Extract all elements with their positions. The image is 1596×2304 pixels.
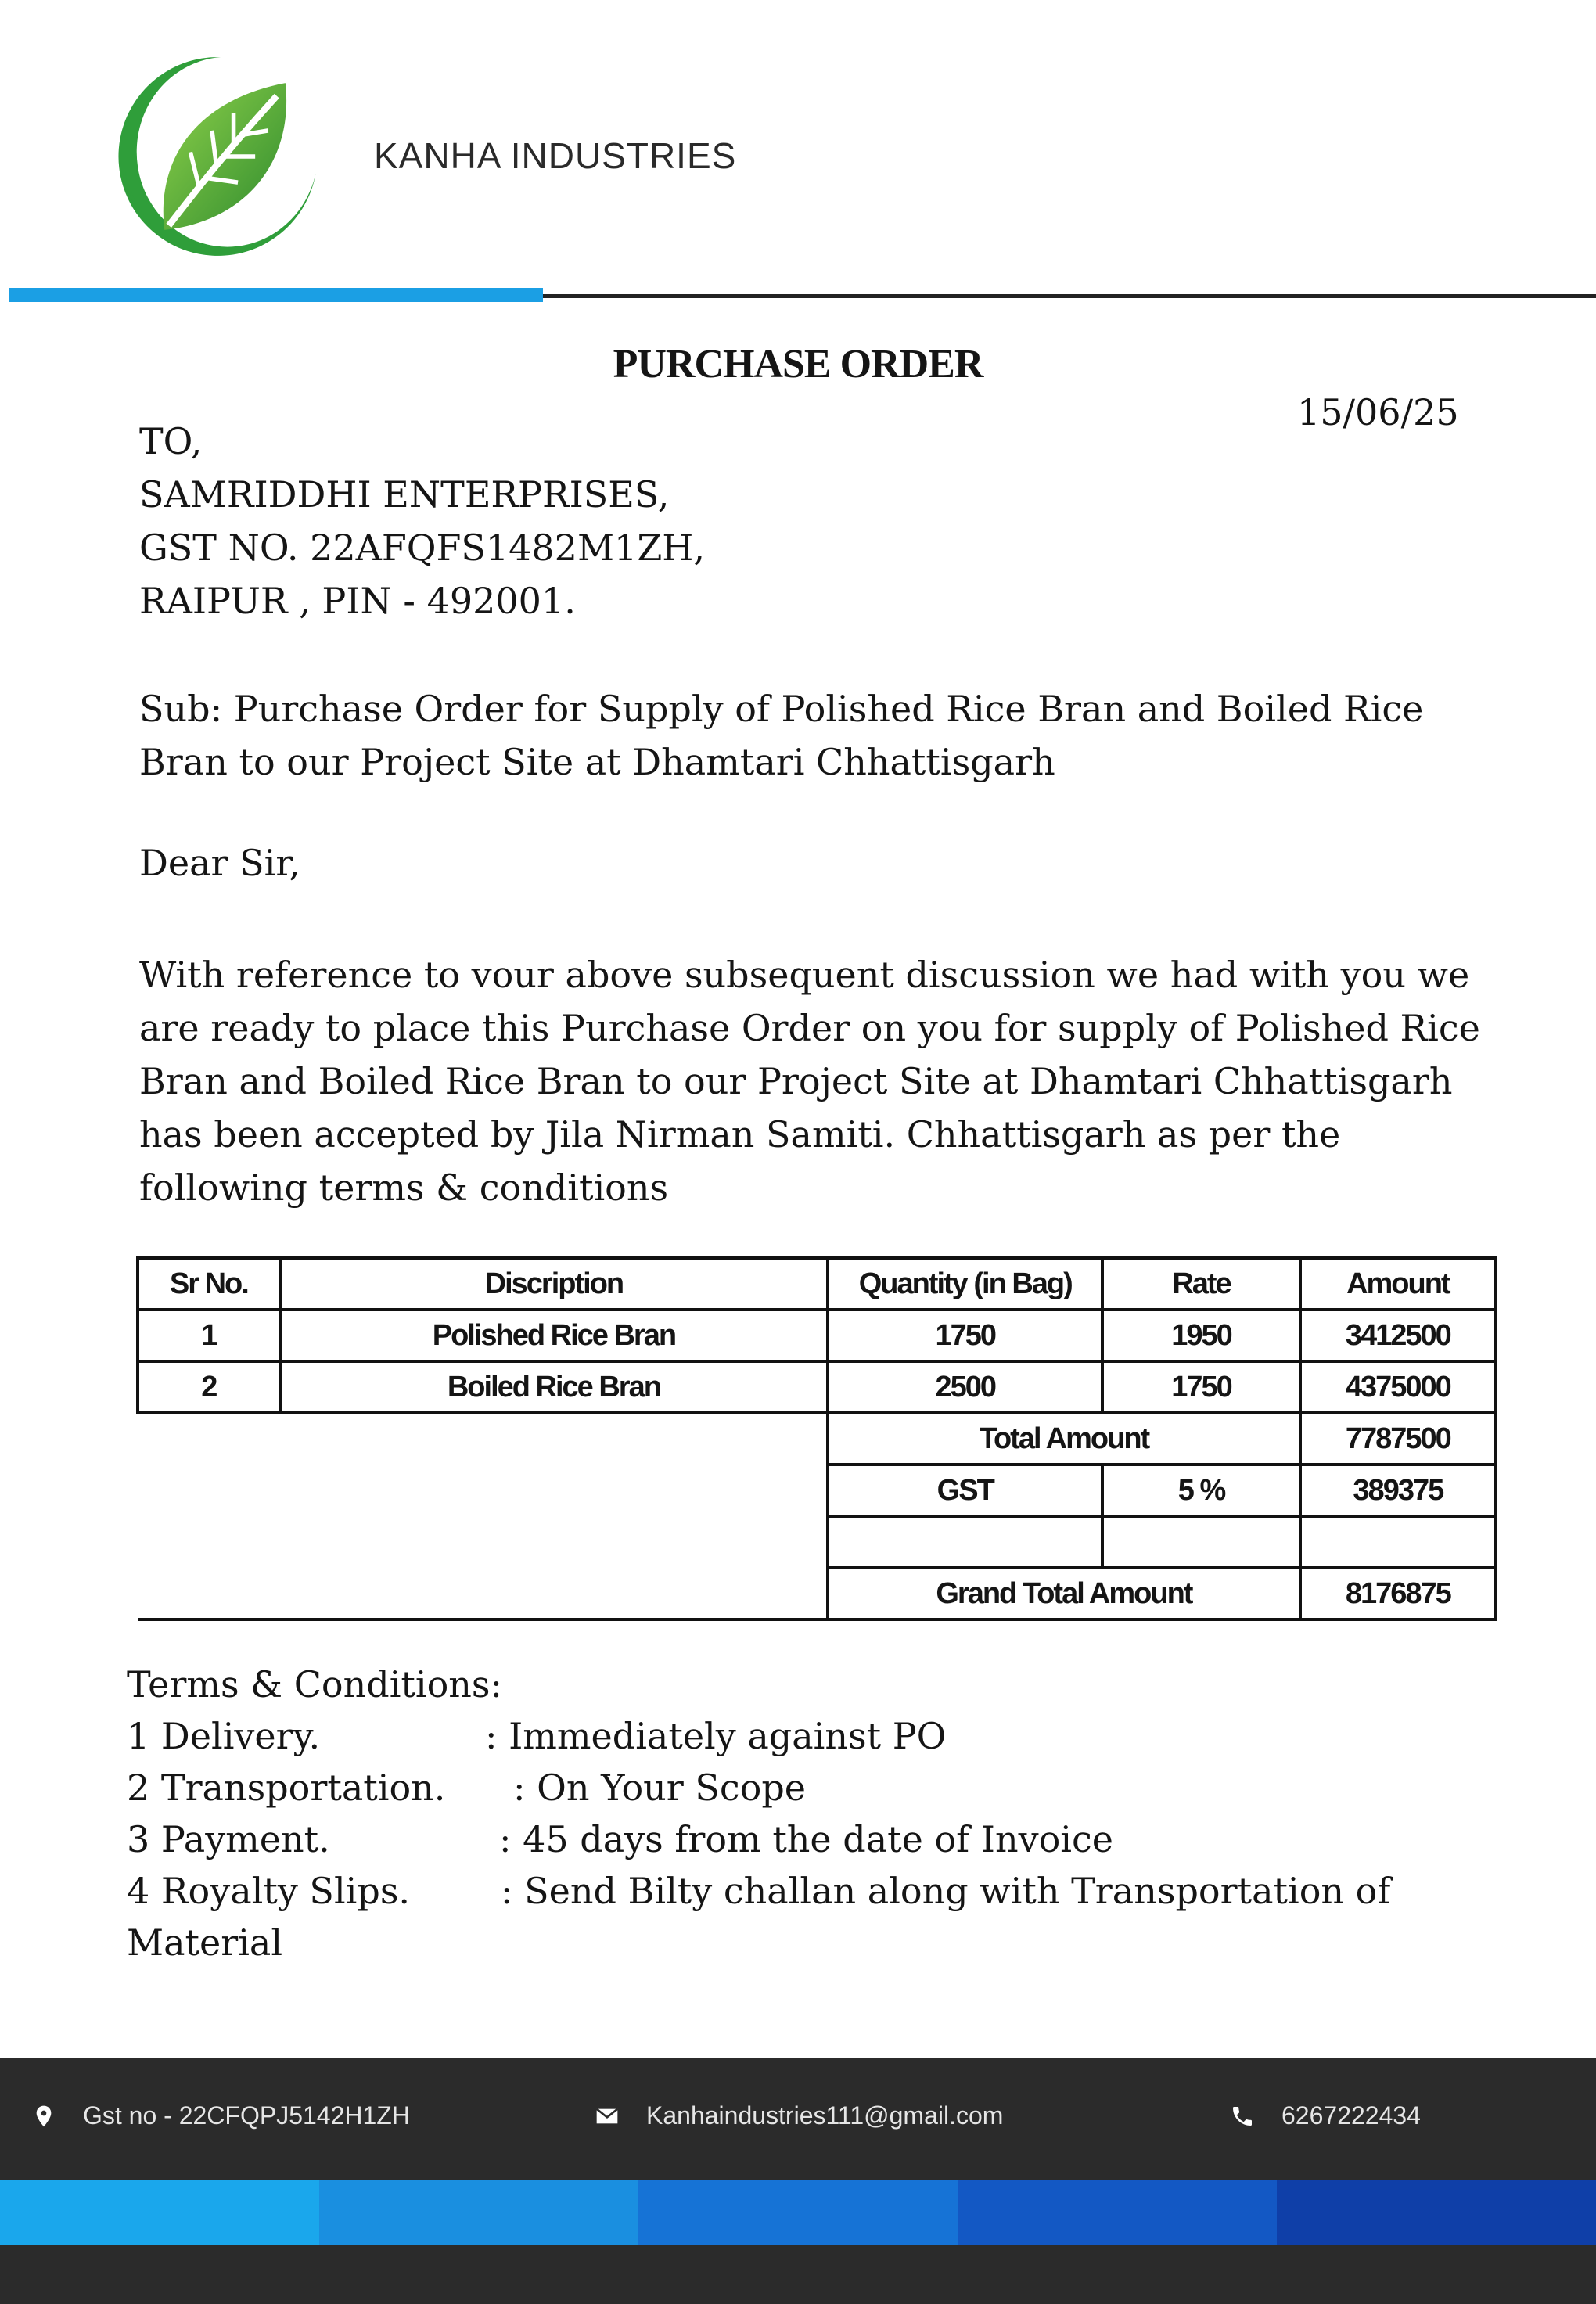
stripe-segment: [1277, 2180, 1596, 2245]
recipient-address: [139, 415, 705, 627]
cell-amount: 3412500: [1300, 1310, 1496, 1361]
page-title: PURCHASE ORDER: [613, 342, 983, 386]
header-amount: Amount: [1300, 1258, 1496, 1310]
footer-gst: [31, 2101, 410, 2130]
recipient-line: SAMRIDDHI ENTERPRISES,: [139, 473, 670, 516]
term-item: [127, 1813, 1113, 1865]
leaf-logo-icon: [113, 49, 329, 264]
term-item: [127, 1710, 947, 1762]
term-item: [127, 1762, 807, 1813]
location-pin-icon: [31, 2104, 56, 2129]
empty-cell: [828, 1516, 1102, 1568]
cell-quantity: 1750: [828, 1310, 1102, 1361]
footer-email-text[interactable]: Kanhaindustries111@gmail.com: [646, 2101, 1004, 2130]
term-label: 2 Transportation.: [127, 1767, 446, 1809]
header-rate: Rate: [1102, 1258, 1299, 1310]
footer-color-stripe: [0, 2180, 1596, 2245]
grand-total-label: Grand Total Amount: [828, 1568, 1300, 1619]
table-header-row: [138, 1258, 1496, 1310]
cell-rate: 1950: [1102, 1310, 1299, 1361]
total-row: [138, 1413, 1496, 1465]
recipient-line: RAIPUR , PIN - 492001.: [139, 580, 576, 622]
header-quantity: Quantity (in Bag): [828, 1258, 1102, 1310]
gst-label: GST: [828, 1465, 1102, 1516]
header-description: Discription: [280, 1258, 828, 1310]
envelope-icon: [595, 2104, 620, 2129]
footer: [0, 2058, 1596, 2180]
salutation: Dear Sir,: [139, 842, 300, 884]
footer-phone-text[interactable]: 6267222434: [1281, 2101, 1421, 2130]
cell-description: Boiled Rice Bran: [280, 1361, 828, 1413]
footer-gst-text: Gst no - 22CFQPJ5142H1ZH: [83, 2101, 410, 2130]
empty-cell: [1300, 1516, 1496, 1568]
header-accent-rule: [9, 288, 543, 302]
table-row: [138, 1310, 1496, 1361]
terms-heading: Terms & Conditions:: [127, 1663, 503, 1706]
grand-total-value: 8176875: [1300, 1568, 1496, 1619]
total-label: Total Amount: [828, 1413, 1300, 1465]
recipient-line: GST NO. 22AFQFS1482M1ZH,: [139, 527, 706, 569]
term-label: 1 Delivery.: [127, 1715, 321, 1757]
term-item: [127, 1865, 1391, 1917]
empty-cell: [1102, 1516, 1299, 1568]
stripe-segment: [0, 2180, 319, 2245]
blank-area: [138, 1413, 828, 1619]
terms-section: [127, 1659, 1391, 1968]
cell-quantity: 2500: [828, 1361, 1102, 1413]
recipient-line: TO,: [139, 420, 203, 462]
cell-sr-no: 1: [138, 1310, 280, 1361]
table-row: [138, 1361, 1496, 1413]
order-date: 15/06/25: [1297, 391, 1459, 433]
company-name: KANHA INDUSTRIES: [374, 135, 737, 176]
cell-description: Polished Rice Bran: [280, 1310, 828, 1361]
order-table: [136, 1256, 1497, 1621]
footer-email: [595, 2101, 1003, 2130]
term-continuation: Material: [127, 1921, 283, 1964]
term-label: 4 Royalty Slips.: [127, 1870, 411, 1912]
stripe-segment: [319, 2180, 638, 2245]
term-value: : Send Bilty challan along with Transportation of: [501, 1870, 1391, 1912]
phone-icon: [1230, 2104, 1255, 2129]
subject-line: Sub: Purchase Order for Supply of Polished Rice Bran and Boiled Rice Bran to our Project Site at Dhamtari Chhattisgarh: [139, 688, 1424, 783]
stripe-segment: [638, 2180, 958, 2245]
cell-rate: 1750: [1102, 1361, 1299, 1413]
footer-base-bar: [0, 2245, 1596, 2304]
stripe-segment: [958, 2180, 1277, 2245]
footer-phone: [1230, 2101, 1421, 2130]
total-value: 7787500: [1300, 1413, 1496, 1465]
term-value: : Immediately against PO: [485, 1715, 947, 1757]
gst-value: 389375: [1300, 1465, 1496, 1516]
header-sr-no: Sr No.: [138, 1258, 280, 1310]
gst-rate: 5 %: [1102, 1465, 1299, 1516]
header-rule: [543, 294, 1596, 298]
term-label: 3 Payment.: [127, 1818, 330, 1860]
term-value: : On Your Scope: [513, 1767, 807, 1809]
cell-sr-no: 2: [138, 1361, 280, 1413]
body-paragraph: With reference to vour above subsequent discussion we had with you we are ready to place this Purchase Order on you for supply of Polished Rice Bran and Boiled Rice Bran to our Project Site at Dhamtari Chhattisgarh has been accepted by Jila Nirman Samiti. Chhattisgarh as per the following terms & conditions: [139, 954, 1480, 1209]
cell-amount: 4375000: [1300, 1361, 1496, 1413]
term-value: : 45 days from the date of Invoice: [499, 1818, 1113, 1860]
